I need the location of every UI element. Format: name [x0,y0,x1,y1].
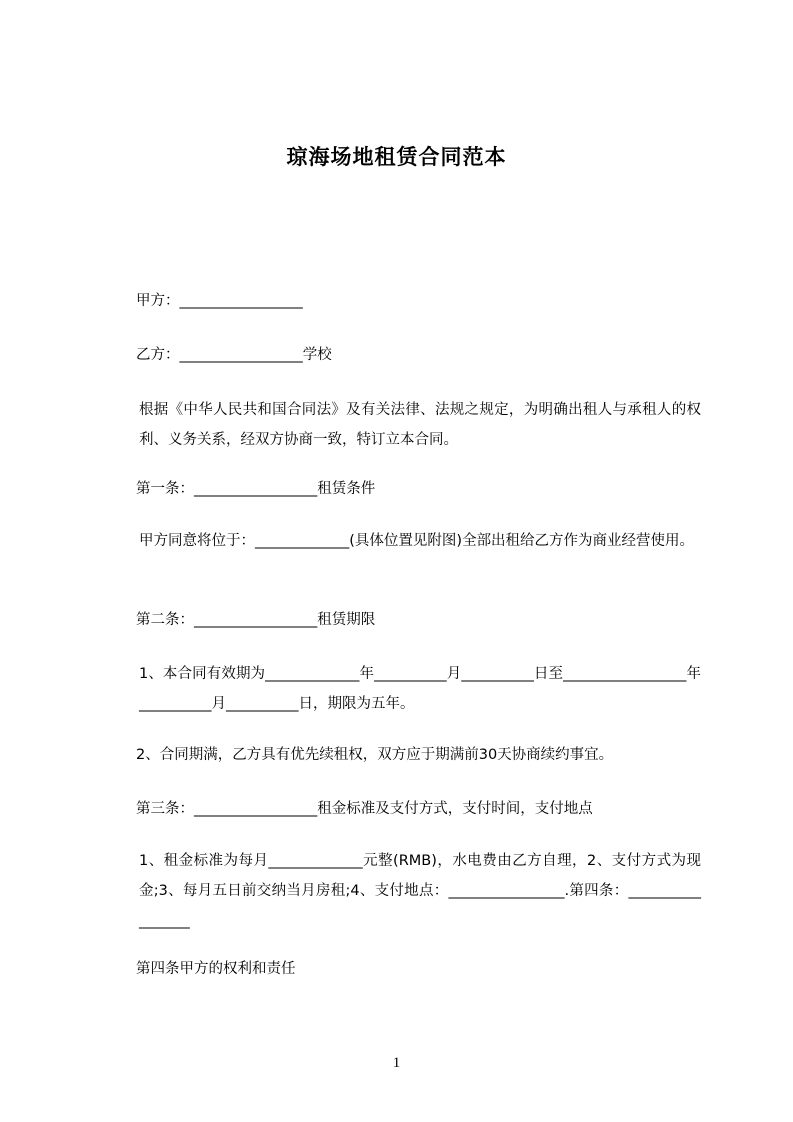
intro-paragraph: 根据《中华人民共和国合同法》及有关法律、法规之规定，为明确出租人与承租人的权利、义务关系，经双方协商一致，特订立本合同。 [139,402,701,448]
page-number: 1 [392,1055,401,1071]
article-2-item-1: 1、本合同有效期为_____________年__________月__________日至_________________年__________月__________日，期限为五年。 [139,666,701,712]
article-1-heading: 第一条：_________________租赁条件 [136,481,376,497]
party-b-line: 乙方：_________________学校 [136,347,332,363]
party-a-line: 甲方：_________________ [136,293,303,309]
article-4-heading: 第四条甲方的权利和责任 [136,961,296,977]
article-3-heading: 第三条：_________________租金标准及支付方式，支付时间，支付地点 [136,801,593,817]
article-1-text: 甲方同意将位于：_____________(具体位置见附图)全部出租给乙方作为商业经营使用。 [139,533,695,549]
article-2-item-2: 2、合同期满，乙方具有优先续租权，双方应于期满前30天协商续约事宜。 [136,747,614,763]
article-3-text: 1、租金标准为每月_____________元整(RMB)，水电费由乙方自理，2、支付方式为现金;3、每月五日前交纳当月房租;4、支付地点：________________.第四条：_________________ [139,853,701,929]
document-title: 琼海场地租赁合同范本 [286,145,507,169]
article-2-heading: 第二条：_________________租赁期限 [136,612,376,628]
